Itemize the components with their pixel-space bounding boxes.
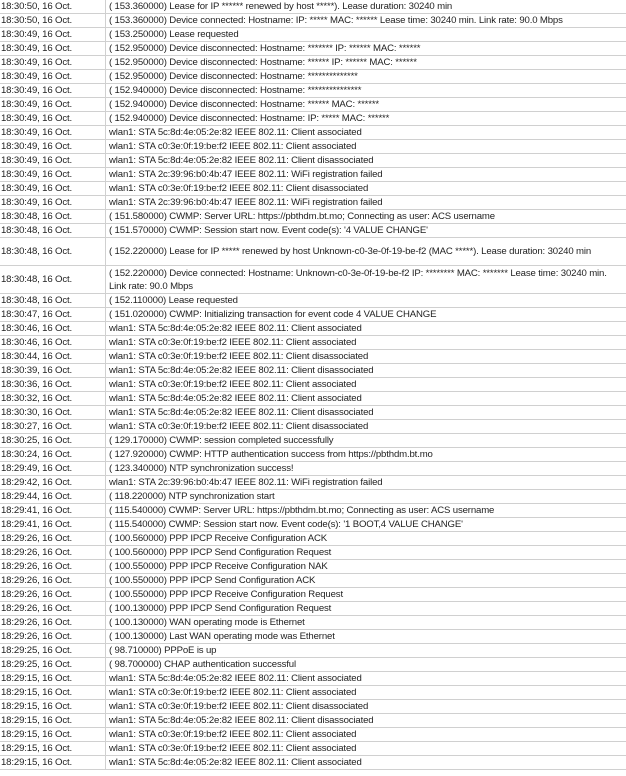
log-timestamp: 18:29:15, 16 Oct. <box>0 714 106 727</box>
log-message: ( 151.020000) CWMP: Initializing transaction for event code 4 VALUE CHANGE <box>109 309 437 320</box>
log-row <box>0 476 626 490</box>
log-row <box>0 70 626 84</box>
log-message: wlan1: STA c0:3e:0f:19:be:f2 IEEE 802.11: Client associated <box>109 729 357 740</box>
log-timestamp: 18:30:49, 16 Oct. <box>0 140 106 153</box>
log-message: wlan1: STA c0:3e:0f:19:be:f2 IEEE 802.11: Client associated <box>109 141 357 152</box>
log-row <box>0 98 626 112</box>
log-message: ( 152.950000) Device disconnected: Hostname: ************** <box>109 71 358 82</box>
log-timestamp: 18:30:49, 16 Oct. <box>0 182 106 195</box>
log-timestamp: 18:29:15, 16 Oct. <box>0 728 106 741</box>
log-message: ( 152.940000) Device disconnected: Hostname: *************** <box>109 85 362 96</box>
log-message: wlan1: STA c0:3e:0f:19:be:f2 IEEE 802.11: Client associated <box>109 743 357 754</box>
log-message: wlan1: STA c0:3e:0f:19:be:f2 IEEE 802.11: Client disassociated <box>109 421 369 432</box>
log-timestamp: 18:30:48, 16 Oct. <box>0 294 106 307</box>
log-message: ( 100.130000) WAN operating mode is Ethernet <box>109 617 305 628</box>
log-timestamp: 18:29:15, 16 Oct. <box>0 700 106 713</box>
log-message: ( 129.170000) CWMP: session completed successfully <box>109 435 334 446</box>
log-timestamp: 18:29:26, 16 Oct. <box>0 532 106 545</box>
log-row <box>0 126 626 140</box>
log-row <box>0 560 626 574</box>
log-timestamp: 18:29:15, 16 Oct. <box>0 742 106 755</box>
log-row <box>0 532 626 546</box>
log-message: ( 152.950000) Device disconnected: Hostname: ****** IP: ****** MAC: ****** <box>109 57 417 68</box>
log-row <box>0 84 626 98</box>
log-timestamp: 18:29:26, 16 Oct. <box>0 616 106 629</box>
log-timestamp: 18:30:49, 16 Oct. <box>0 56 106 69</box>
log-message: wlan1: STA c0:3e:0f:19:be:f2 IEEE 802.11: Client associated <box>109 337 357 348</box>
log-message: ( 152.110000) Lease requested <box>109 295 238 306</box>
log-message: wlan1: STA 5c:8d:4e:05:2e:82 IEEE 802.11: Client disassociated <box>109 365 374 376</box>
log-message: ( 100.560000) PPP IPCP Receive Configuration ACK <box>109 533 328 544</box>
log-timestamp: 18:30:44, 16 Oct. <box>0 350 106 363</box>
log-timestamp: 18:30:49, 16 Oct. <box>0 126 106 139</box>
log-row <box>0 350 626 364</box>
log-message: wlan1: STA 5c:8d:4e:05:2e:82 IEEE 802.11: Client associated <box>109 323 362 334</box>
log-timestamp: 18:29:26, 16 Oct. <box>0 602 106 615</box>
log-row <box>0 546 626 560</box>
log-message: wlan1: STA 5c:8d:4e:05:2e:82 IEEE 802.11: Client disassociated <box>109 155 374 166</box>
log-message: ( 100.550000) PPP IPCP Send Configuration ACK <box>109 575 316 586</box>
log-timestamp: 18:30:49, 16 Oct. <box>0 84 106 97</box>
log-message: wlan1: STA c0:3e:0f:19:be:f2 IEEE 802.11: Client disassociated <box>109 351 369 362</box>
log-row <box>0 742 626 756</box>
log-timestamp: 18:29:25, 16 Oct. <box>0 644 106 657</box>
log-row <box>0 196 626 210</box>
log-row <box>0 644 626 658</box>
log-message: ( 153.360000) Device connected: Hostname: IP: ***** MAC: ****** Lease time: 30240 min. Link rate: 90.0 Mbps <box>109 15 563 26</box>
log-timestamp: 18:30:27, 16 Oct. <box>0 420 106 433</box>
log-timestamp: 18:30:48, 16 Oct. <box>0 266 106 293</box>
log-message: ( 115.540000) CWMP: Session start now. Event code(s): '1 BOOT,4 VALUE CHANGE' <box>109 519 463 530</box>
log-row <box>0 42 626 56</box>
log-timestamp: 18:29:41, 16 Oct. <box>0 518 106 531</box>
log-row <box>0 322 626 336</box>
log-row <box>0 154 626 168</box>
log-message: ( 153.250000) Lease requested <box>109 29 239 40</box>
log-timestamp: 18:30:49, 16 Oct. <box>0 154 106 167</box>
log-timestamp: 18:29:15, 16 Oct. <box>0 686 106 699</box>
log-row <box>0 518 626 532</box>
log-timestamp: 18:30:49, 16 Oct. <box>0 168 106 181</box>
log-timestamp: 18:30:46, 16 Oct. <box>0 322 106 335</box>
log-timestamp: 18:29:26, 16 Oct. <box>0 630 106 643</box>
log-timestamp: 18:30:49, 16 Oct. <box>0 42 106 55</box>
log-row <box>0 378 626 392</box>
log-row <box>0 210 626 224</box>
log-message: ( 100.550000) PPP IPCP Receive Configuration NAK <box>109 561 328 572</box>
log-row <box>0 756 626 770</box>
log-timestamp: 18:29:49, 16 Oct. <box>0 462 106 475</box>
log-timestamp: 18:30:30, 16 Oct. <box>0 406 106 419</box>
log-row <box>0 700 626 714</box>
log-message: ( 115.540000) CWMP: Server URL: https://pbthdm.bt.mo; Connecting as user: ACS username <box>109 505 495 516</box>
log-row <box>0 140 626 154</box>
log-message: ( 123.340000) NTP synchronization success! <box>109 463 294 474</box>
log-row <box>0 238 626 266</box>
log-row <box>0 714 626 728</box>
log-message: ( 100.550000) PPP IPCP Receive Configuration Request <box>109 589 343 600</box>
log-row <box>0 56 626 70</box>
log-message: ( 98.710000) PPPoE is up <box>109 645 217 656</box>
log-row <box>0 574 626 588</box>
log-message: wlan1: STA 5c:8d:4e:05:2e:82 IEEE 802.11: Client associated <box>109 673 362 684</box>
log-row <box>0 490 626 504</box>
log-row <box>0 588 626 602</box>
log-message: wlan1: STA 5c:8d:4e:05:2e:82 IEEE 802.11: Client associated <box>109 127 362 138</box>
log-message: wlan1: STA 5c:8d:4e:05:2e:82 IEEE 802.11: Client associated <box>109 757 362 768</box>
log-row <box>0 406 626 420</box>
log-row <box>0 392 626 406</box>
log-message: ( 151.570000) CWMP: Session start now. Event code(s): '4 VALUE CHANGE' <box>109 225 428 236</box>
log-message: wlan1: STA c0:3e:0f:19:be:f2 IEEE 802.11: Client disassociated <box>109 183 369 194</box>
log-row <box>0 294 626 308</box>
log-timestamp: 18:30:49, 16 Oct. <box>0 28 106 41</box>
log-message: wlan1: STA 2c:39:96:b0:4b:47 IEEE 802.11: WiFi registration failed <box>109 169 383 180</box>
log-message: wlan1: STA c0:3e:0f:19:be:f2 IEEE 802.11: Client associated <box>109 687 357 698</box>
log-row <box>0 308 626 322</box>
log-row <box>0 630 626 644</box>
log-row <box>0 686 626 700</box>
log-row <box>0 448 626 462</box>
log-timestamp: 18:30:48, 16 Oct. <box>0 238 106 265</box>
log-row <box>0 658 626 672</box>
log-message: ( 152.940000) Device disconnected: Hostname: IP: ***** MAC: ****** <box>109 113 390 124</box>
log-message: ( 153.360000) Lease for IP ****** renewed by host *****). Lease duration: 30240 min <box>109 1 453 12</box>
log-row <box>0 504 626 518</box>
log-message: wlan1: STA c0:3e:0f:19:be:f2 IEEE 802.11: Client disassociated <box>109 701 369 712</box>
log-row <box>0 28 626 42</box>
log-row <box>0 602 626 616</box>
log-timestamp: 18:29:44, 16 Oct. <box>0 490 106 503</box>
log-row <box>0 728 626 742</box>
log-timestamp: 18:30:46, 16 Oct. <box>0 336 106 349</box>
log-message: wlan1: STA 2c:39:96:b0:4b:47 IEEE 802.11: WiFi registration failed <box>109 477 383 488</box>
log-timestamp: 18:30:47, 16 Oct. <box>0 308 106 321</box>
log-timestamp: 18:30:24, 16 Oct. <box>0 448 106 461</box>
log-timestamp: 18:29:15, 16 Oct. <box>0 756 106 769</box>
log-row <box>0 266 626 294</box>
log-timestamp: 18:30:48, 16 Oct. <box>0 210 106 223</box>
log-row <box>0 14 626 28</box>
log-timestamp: 18:29:15, 16 Oct. <box>0 672 106 685</box>
log-message: ( 100.130000) Last WAN operating mode was Ethernet <box>109 631 335 642</box>
log-timestamp: 18:29:26, 16 Oct. <box>0 546 106 559</box>
log-row <box>0 364 626 378</box>
log-timestamp: 18:30:49, 16 Oct. <box>0 70 106 83</box>
log-message: ( 127.920000) CWMP: HTTP authentication success from https://pbthdm.bt.mo <box>109 449 433 460</box>
log-message: wlan1: STA c0:3e:0f:19:be:f2 IEEE 802.11: Client associated <box>109 379 357 390</box>
log-row <box>0 168 626 182</box>
log-timestamp: 18:30:48, 16 Oct. <box>0 224 106 237</box>
log-timestamp: 18:29:26, 16 Oct. <box>0 574 106 587</box>
log-message: ( 100.130000) PPP IPCP Send Configuration Request <box>109 603 332 614</box>
log-timestamp: 18:30:50, 16 Oct. <box>0 0 106 13</box>
log-row <box>0 434 626 448</box>
log-timestamp: 18:30:36, 16 Oct. <box>0 378 106 391</box>
log-timestamp: 18:29:26, 16 Oct. <box>0 588 106 601</box>
log-timestamp: 18:30:25, 16 Oct. <box>0 434 106 447</box>
log-row <box>0 462 626 476</box>
log-row <box>0 0 626 14</box>
log-row <box>0 224 626 238</box>
log-message: ( 151.580000) CWMP: Server URL: https://pbthdm.bt.mo; Connecting as user: ACS username <box>109 211 495 222</box>
log-timestamp: 18:29:42, 16 Oct. <box>0 476 106 489</box>
log-message: wlan1: STA 5c:8d:4e:05:2e:82 IEEE 802.11: Client associated <box>109 393 362 404</box>
log-timestamp: 18:30:49, 16 Oct. <box>0 112 106 125</box>
log-row <box>0 336 626 350</box>
log-message: wlan1: STA 2c:39:96:b0:4b:47 IEEE 802.11: WiFi registration failed <box>109 197 383 208</box>
log-timestamp: 18:30:49, 16 Oct. <box>0 196 106 209</box>
log-timestamp: 18:30:50, 16 Oct. <box>0 14 106 27</box>
log-message: ( 152.940000) Device disconnected: Hostname: ****** MAC: ****** <box>109 99 379 110</box>
log-row <box>0 182 626 196</box>
log-message: ( 118.220000) NTP synchronization start <box>109 491 275 502</box>
log-row <box>0 420 626 434</box>
log-row <box>0 112 626 126</box>
log-timestamp: 18:29:41, 16 Oct. <box>0 504 106 517</box>
log-message: ( 152.220000) Device connected: Hostname: Unknown-c0-3e-0f-19-be-f2 IP: ******** MAC: ******* Lease time: 30240 min. Link rate: 90.0 Mbps <box>109 267 607 292</box>
log-row <box>0 672 626 686</box>
log-message: ( 152.950000) Device disconnected: Hostname: ******* IP: ****** MAC: ****** <box>109 43 421 54</box>
log-row <box>0 616 626 630</box>
log-timestamp: 18:30:39, 16 Oct. <box>0 364 106 377</box>
log-timestamp: 18:30:49, 16 Oct. <box>0 98 106 111</box>
log-timestamp: 18:30:32, 16 Oct. <box>0 392 106 405</box>
log-timestamp: 18:29:26, 16 Oct. <box>0 560 106 573</box>
log-message: wlan1: STA 5c:8d:4e:05:2e:82 IEEE 802.11: Client disassociated <box>109 407 374 418</box>
log-message: ( 152.220000) Lease for IP ***** renewed by host Unknown-c0-3e-0f-19-be-f2 (MAC *****). Lease duration: 30240 min <box>109 246 592 257</box>
log-message: ( 98.700000) CHAP authentication successful <box>109 659 296 670</box>
log-message: ( 100.560000) PPP IPCP Send Configuration Request <box>109 547 332 558</box>
log-timestamp: 18:29:25, 16 Oct. <box>0 658 106 671</box>
log-message: wlan1: STA 5c:8d:4e:05:2e:82 IEEE 802.11: Client disassociated <box>109 715 374 726</box>
